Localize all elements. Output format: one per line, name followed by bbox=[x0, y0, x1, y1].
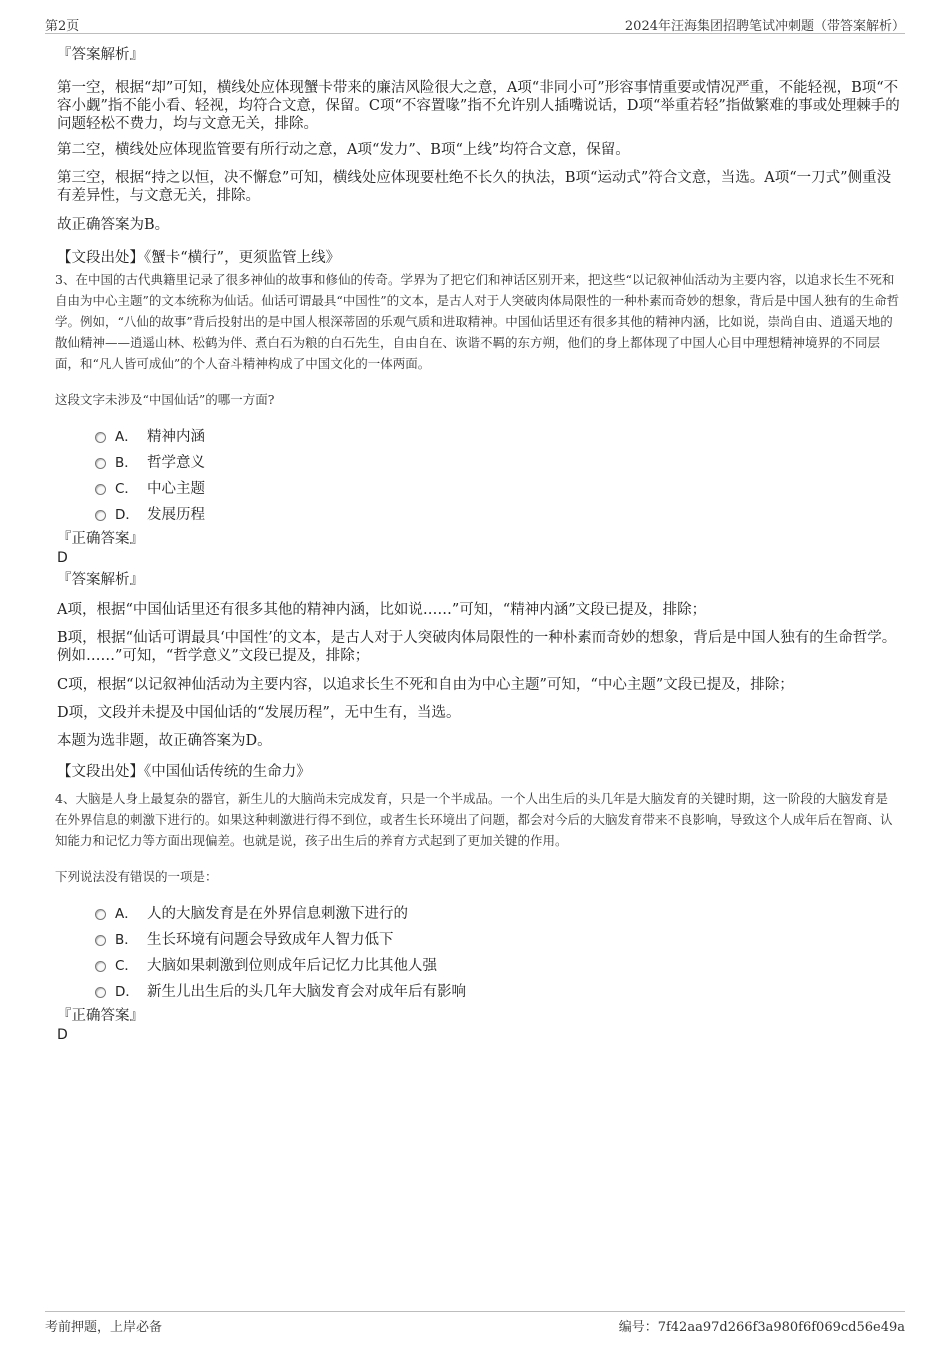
content bbox=[55, 46, 900, 1044]
option-b[interactable]: B． 生长环境有问题会导致成年人智力低下 bbox=[95, 925, 900, 951]
analysis-label: 『答案解析』 bbox=[57, 47, 144, 63]
radio-icon[interactable] bbox=[95, 458, 106, 469]
analysis-paragraph: C项，根据“以记叙神仙活动为主要内容，以追求长生不死和自由为中心主题”可知，“中心主题”文段已提及，排除； bbox=[57, 677, 794, 693]
analysis-paragraph: 第二空，横线处应体现监管要有所行动之意，A项“发力”、B项“上线”均符合文意，保留。 bbox=[57, 142, 630, 158]
radio-icon[interactable] bbox=[95, 909, 106, 920]
option-a[interactable]: A． 精神内涵 bbox=[95, 422, 900, 448]
option-d[interactable]: D． 发展历程 bbox=[95, 500, 900, 526]
option-d[interactable]: D． 新生儿出生后的头几年大脑发育会对成年后有影响 bbox=[95, 977, 900, 1003]
analysis-label: 『答案解析』 bbox=[57, 572, 144, 588]
document-title: 2024年汪海集团招聘笔试冲刺题（带答案解析） bbox=[624, 19, 905, 34]
radio-icon[interactable] bbox=[95, 510, 106, 521]
source-citation: 【文段出处】《蟹卡“横行”，更须监管上线》 bbox=[57, 250, 341, 266]
page-number: 第2页 bbox=[45, 19, 80, 34]
page-header bbox=[45, 13, 905, 34]
question-3-prompt: 这段文字未涉及“中国仙话”的哪一方面? bbox=[55, 392, 275, 407]
question-3-text: 3、在中国的古代典籍里记录了很多神仙的故事和修仙的传奇。学界为了把它们和神话区别开来，把这些“以记叙神仙活动为主要内容，以追求长生不死和自由为中心主题”的文本统称为仙话。仙话可谓最具“中国性”的文本，是古人对于人突破肉体局限性的一种朴素而奇妙的想象，背后是中国人独有的生命哲学。例如，“八仙的故事”背后投射出的是中国人根深蒂固的乐观气质和进取精神。中国仙话里还有很多其他的精神内涵，比如说，崇尚自由、逍遥天地的散仙精神——逍遥山林、松鹤为伴、煮白石为粮的白石先生，自由自在、诙谐不羁的东方朔，他们的身上都体现了中国人心目中理想精神境界的不同层面，和“凡人皆可成仙”的个人奋斗精神构成了中国文化的一体两面。 bbox=[55, 272, 900, 371]
option-c[interactable]: C． 大脑如果刺激到位则成年后记忆力比其他人强 bbox=[95, 951, 900, 977]
document-id: 编号：7f42aa97d266f3a980f6f069cd56e49a bbox=[618, 1320, 905, 1335]
question-3-options bbox=[55, 422, 900, 526]
analysis-paragraph: 第三空，根据“持之以恒，决不懈怠”可知，横线处应体现要杜绝不长久的执法，B项“运动式”符合文意，当选。A项“一刀式”侧重没有差异性，与文意无关，排除。 bbox=[57, 170, 892, 204]
radio-icon[interactable] bbox=[95, 484, 106, 495]
radio-icon[interactable] bbox=[95, 935, 106, 946]
radio-icon[interactable] bbox=[95, 432, 106, 443]
correct-answer: D bbox=[57, 550, 68, 566]
question-4-options bbox=[55, 899, 900, 1003]
page-footer bbox=[45, 1311, 905, 1336]
analysis-paragraph: 故正确答案为B。 bbox=[57, 217, 170, 233]
correct-answer-label: 『正确答案』 bbox=[57, 1008, 144, 1024]
question-4-text: 4、大脑是人身上最复杂的器官，新生儿的大脑尚未完成发育，只是一个半成品。一个人出生后的头几年是大脑发育的关键时期，这一阶段的大脑发育是在外界信息的刺激下进行的。如果这种刺激进行得不到位，或者生长环境出了问题，都会对今后的大脑发育带来不良影响，导致这个人成年后在智商、认知能力和记忆力等方面出现偏差。也就是说，孩子出生后的养育方式起到了更加关键的作用。 bbox=[55, 791, 893, 848]
source-citation: 【文段出处】《中国仙话传统的生命力》 bbox=[57, 764, 311, 780]
radio-icon[interactable] bbox=[95, 987, 106, 998]
footer-slogan: 考前押题，上岸必备 bbox=[45, 1320, 163, 1335]
analysis-paragraph: B项，根据“仙话可谓最具‘中国性’的文本，是古人对于人突破肉体局限性的一种朴素而奇妙的想象，背后是中国人独有的生命哲学。例如……”可知，“哲学意义”文段已提及，排除； bbox=[57, 630, 897, 664]
correct-answer-label: 『正确答案』 bbox=[57, 531, 144, 547]
option-b[interactable]: B． 哲学意义 bbox=[95, 448, 900, 474]
correct-answer: D bbox=[57, 1027, 68, 1043]
analysis-paragraph: D项，文段并未提及中国仙话的“发展历程”，无中生有，当选。 bbox=[57, 705, 461, 721]
radio-icon[interactable] bbox=[95, 961, 106, 972]
analysis-paragraph: 第一空，根据“却”可知，横线处应体现蟹卡带来的廉洁风险很大之意，A项“非同小可”形容事情重要或情况严重，不能轻视，B项“不容小觑”指不能小看、轻视，均符合文意，保留。C项“不容置喙”指不允许别人插嘴说话，D项“举重若轻”指做繁难的事或处理棘手的问题轻松不费力，均与文意无关，排除。 bbox=[57, 80, 900, 132]
analysis-paragraph: 本题为选非题，故正确答案为D。 bbox=[57, 733, 272, 749]
option-a[interactable]: A． 人的大脑发育是在外界信息刺激下进行的 bbox=[95, 899, 900, 925]
analysis-paragraph: A项，根据“中国仙话里还有很多其他的精神内涵，比如说……”可知，“精神内涵”文段已提及，排除； bbox=[57, 602, 707, 618]
question-4-prompt: 下列说法没有错误的一项是： bbox=[55, 869, 218, 884]
option-c[interactable]: C． 中心主题 bbox=[95, 474, 900, 500]
